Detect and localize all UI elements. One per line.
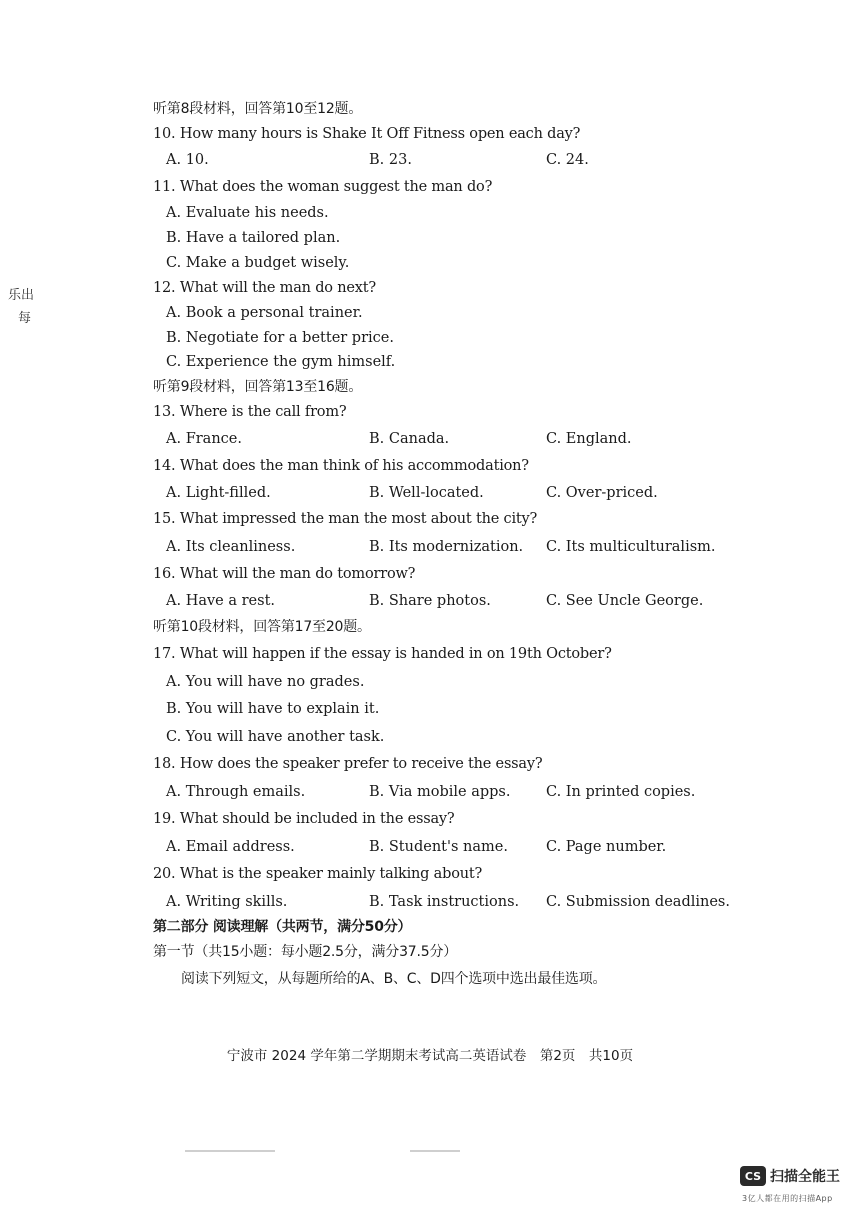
- option-b: B. Share photos.: [369, 593, 491, 609]
- option-a: A. Light-filled.: [166, 485, 271, 501]
- question-stem: 13. Where is the call from?: [153, 404, 347, 420]
- option-b: B. Its modernization.: [369, 539, 524, 555]
- option-a: A. France.: [166, 431, 242, 447]
- option-c: C. In printed copies.: [546, 784, 696, 800]
- question-stem: 10. How many hours is Shake It Off Fitness open each day?: [153, 126, 581, 142]
- question-stem: 12. What will the man do next?: [153, 280, 376, 296]
- option-b: B. Canada.: [369, 431, 450, 447]
- section-header-10: 听第10段材料，回答第17至20题。: [153, 619, 371, 635]
- option-c: C. Page number.: [546, 839, 667, 855]
- section-one-title: 第一节（共15小题：每小题2.5分，满分37.5分）: [153, 944, 458, 960]
- option-b: B. Via mobile apps.: [369, 784, 511, 800]
- question-stem: 15. What impressed the man the most about the city?: [153, 511, 538, 527]
- question-stem: 16. What will the man do tomorrow?: [153, 566, 416, 582]
- camscanner-logo-icon: CS: [740, 1166, 766, 1186]
- question-stem: 19. What should be included in the essay?: [153, 811, 455, 827]
- option-b: B. Negotiate for a better price.: [166, 330, 394, 346]
- margin-mark: 每: [18, 311, 32, 326]
- option-b: B. You will have to explain it.: [166, 701, 380, 717]
- margin-mark: 乐出: [8, 288, 35, 303]
- option-a: A. You will have no grades.: [166, 674, 365, 690]
- option-a: A. Writing skills.: [166, 894, 288, 910]
- option-c: C. England.: [546, 431, 632, 447]
- scan-smudge: [185, 1150, 275, 1152]
- option-c: C. Submission deadlines.: [546, 894, 730, 910]
- option-c: C. See Uncle George.: [546, 593, 704, 609]
- question-stem: 18. How does the speaker prefer to receive the essay?: [153, 756, 543, 772]
- option-a: A. Email address.: [166, 839, 295, 855]
- option-b: B. Have a tailored plan.: [166, 230, 341, 246]
- section-header-9: 听第9段材料，回答第13至16题。: [153, 379, 363, 395]
- option-a: A. Its cleanliness.: [166, 539, 296, 555]
- question-stem: 20. What is the speaker mainly talking about?: [153, 866, 483, 882]
- option-c: C. 24.: [546, 152, 589, 168]
- option-c: C. Experience the gym himself.: [166, 354, 396, 370]
- scan-smudge: [410, 1150, 460, 1152]
- option-b: B. 23.: [369, 152, 412, 168]
- option-a: A. Book a personal trainer.: [166, 305, 363, 321]
- page-footer: 宁波市 2024 学年第二学期期末考试高二英语试卷 第2页 共10页: [226, 1048, 634, 1064]
- option-a: A. Evaluate his needs.: [166, 205, 329, 221]
- reading-instruction: 阅读下列短文，从每题所给的A、B、C、D四个选项中选出最佳选项。: [181, 971, 607, 987]
- question-stem: 11. What does the woman suggest the man do?: [153, 179, 493, 195]
- question-stem: 14. What does the man think of his accommodation?: [153, 458, 529, 474]
- watermark-name: 扫描全能王: [770, 1169, 840, 1185]
- watermark-tagline: 3亿人都在用的扫描App: [742, 1194, 833, 1203]
- option-b: B. Well-located.: [369, 485, 484, 501]
- option-c: C. Make a budget wisely.: [166, 255, 350, 271]
- option-c: C. You will have another task.: [166, 729, 385, 745]
- option-c: C. Its multiculturalism.: [546, 539, 716, 555]
- option-a: A. Have a rest.: [166, 593, 276, 609]
- part-two-title: 第二部分 阅读理解（共两节，满分50分）: [153, 919, 412, 935]
- scanner-watermark: [740, 1166, 840, 1186]
- option-b: B. Task instructions.: [369, 894, 520, 910]
- option-a: A. Through emails.: [166, 784, 306, 800]
- option-c: C. Over-priced.: [546, 485, 658, 501]
- section-header-8: 听第8段材料，回答第10至12题。: [153, 101, 363, 117]
- option-b: B. Student's name.: [369, 839, 508, 855]
- question-stem: 17. What will happen if the essay is handed in on 19th October?: [153, 646, 612, 662]
- option-a: A. 10.: [166, 152, 209, 168]
